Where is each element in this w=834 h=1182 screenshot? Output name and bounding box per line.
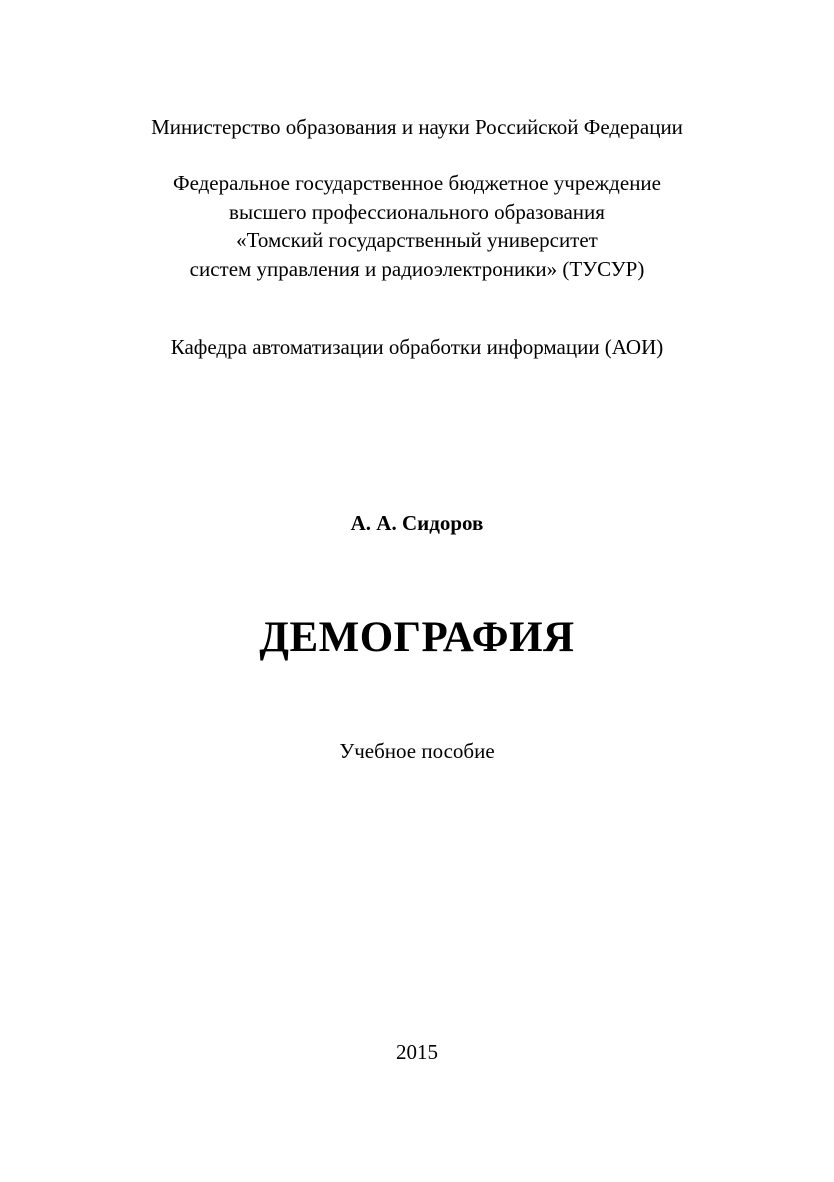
- institution-line: Федеральное государственное бюджетное учреждение: [172, 171, 661, 195]
- document-subtitle: Учебное пособие: [339, 739, 495, 763]
- publication-year: 2015: [396, 1040, 438, 1064]
- department-name: Кафедра автоматизации обработки информации (АОИ): [170, 335, 664, 359]
- institution-block: [0, 169, 834, 283]
- ministry-name: Министерство образования и науки Российской Федерации: [151, 115, 683, 139]
- institution-line: высшего профессионального образования: [229, 199, 605, 224]
- institution-line: систем управления и радиоэлектроники» (ТУСУР): [189, 256, 645, 281]
- institution-line: «Томский государственный университет: [236, 228, 598, 252]
- document-title: ДЕМОГРАФИЯ: [259, 614, 575, 661]
- author-name: А. А. Сидоров: [350, 511, 484, 535]
